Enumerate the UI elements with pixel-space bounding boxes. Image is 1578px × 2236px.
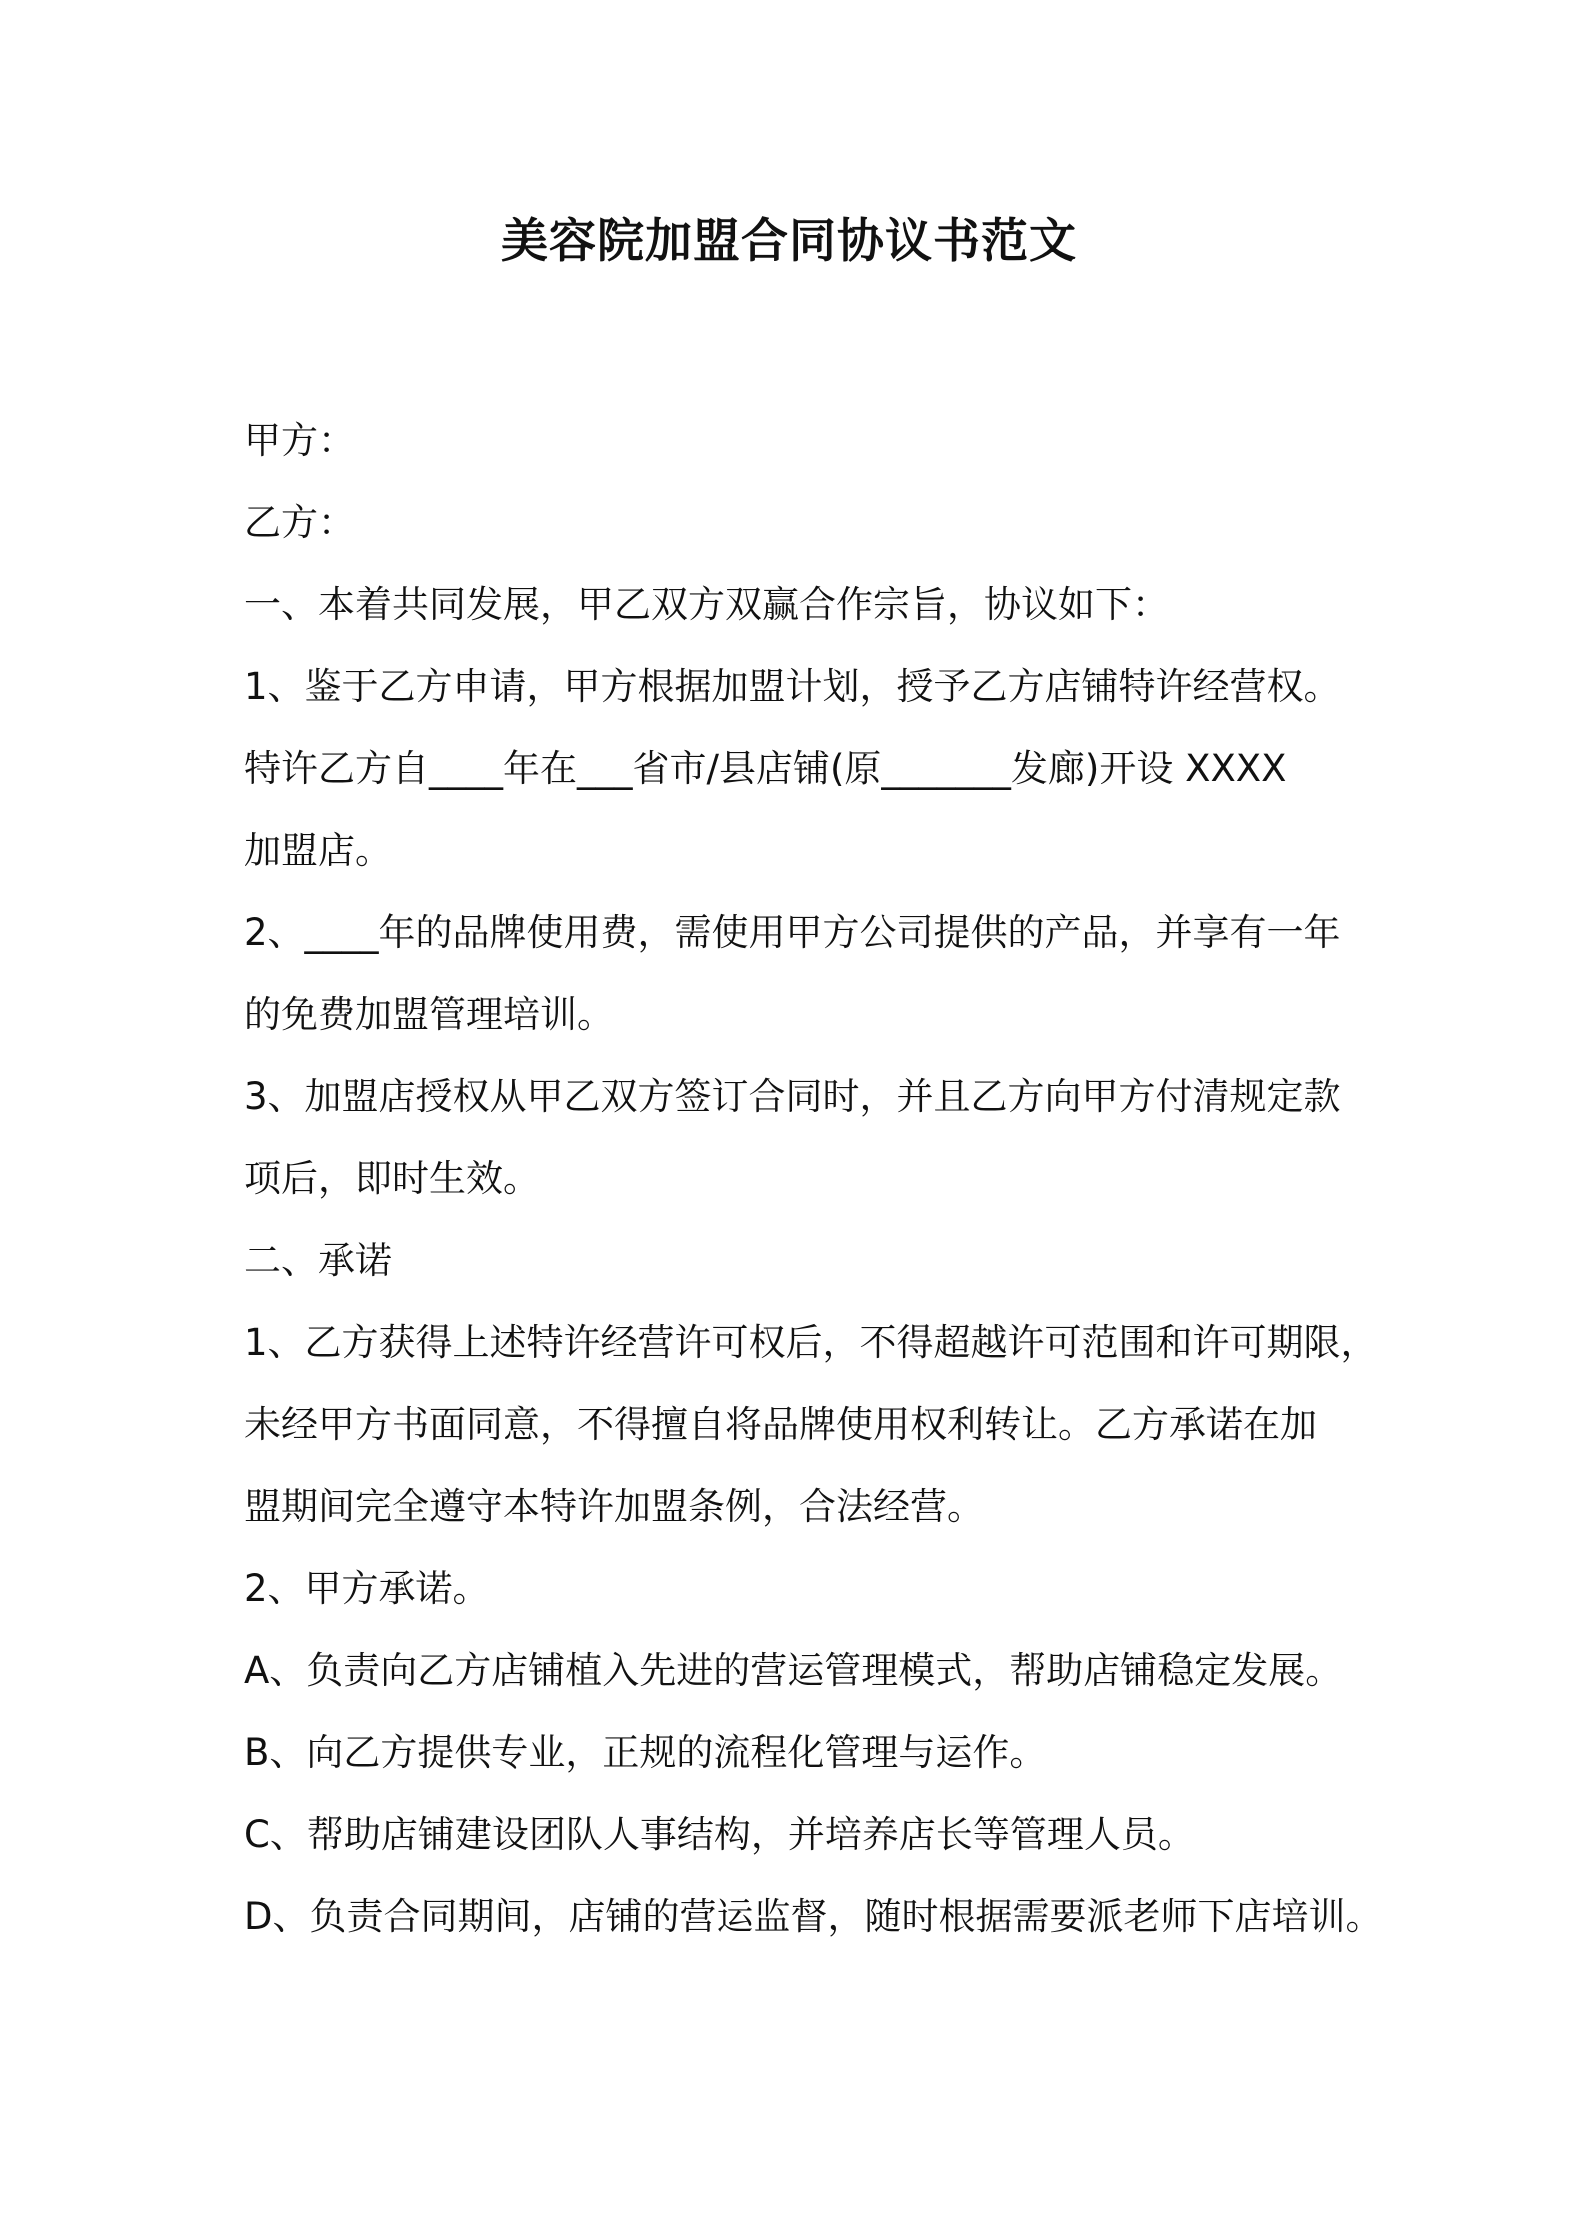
clause-2-2-d: D、负责合同期间，店铺的营运监督，随时根据需要派老师下店培训。	[244, 1895, 1383, 1938]
clause-1-2-cont: 的免费加盟管理培训。	[244, 993, 614, 1036]
clause-2-1: 1、乙方获得上述特许经营许可权后，不得超越许可范围和许可期限，	[244, 1321, 1378, 1364]
document-title: 美容院加盟合同协议书范文	[501, 214, 1077, 269]
section-heading-2: 二、承诺	[244, 1239, 392, 1282]
clause-2-2-c: C、帮助店铺建设团队人事结构，并培养店长等管理人员。	[244, 1813, 1195, 1856]
document-body	[244, 400, 1383, 1958]
clause-2-1-cont: 未经甲方书面同意，不得擅自将品牌使用权利转让。乙方承诺在加	[244, 1403, 1317, 1446]
line-party-a: 甲方：	[244, 419, 355, 462]
clause-1-3-cont: 项后，即时生效。	[244, 1157, 540, 1200]
clause-2-1-cont2: 盟期间完全遵守本特许加盟条例，合法经营。	[244, 1485, 984, 1528]
clause-1-3: 3、加盟店授权从甲乙双方签订合同时，并且乙方向甲方付清规定款	[244, 1075, 1341, 1118]
clause-1-1-cont: 特许乙方自____年在___省市/县店铺(原_______发廊)开设 XXXX	[244, 747, 1287, 790]
clause-2-2-b: B、向乙方提供专业，正规的流程化管理与运作。	[244, 1731, 1047, 1774]
section-heading-1: 一、本着共同发展，甲乙双方双赢合作宗旨，协议如下：	[244, 583, 1169, 626]
clause-2-2-a: A、负责向乙方店铺植入先进的营运管理模式，帮助店铺稳定发展。	[244, 1649, 1343, 1692]
clause-1-1: 1、鉴于乙方申请，甲方根据加盟计划，授予乙方店铺特许经营权。	[244, 665, 1341, 708]
clause-2-2: 2、甲方承诺。	[244, 1567, 490, 1610]
clause-1-2: 2、____年的品牌使用费，需使用甲方公司提供的产品，并享有一年	[244, 911, 1341, 954]
clause-1-1-cont2: 加盟店。	[244, 829, 392, 872]
line-party-b: 乙方：	[244, 501, 355, 544]
